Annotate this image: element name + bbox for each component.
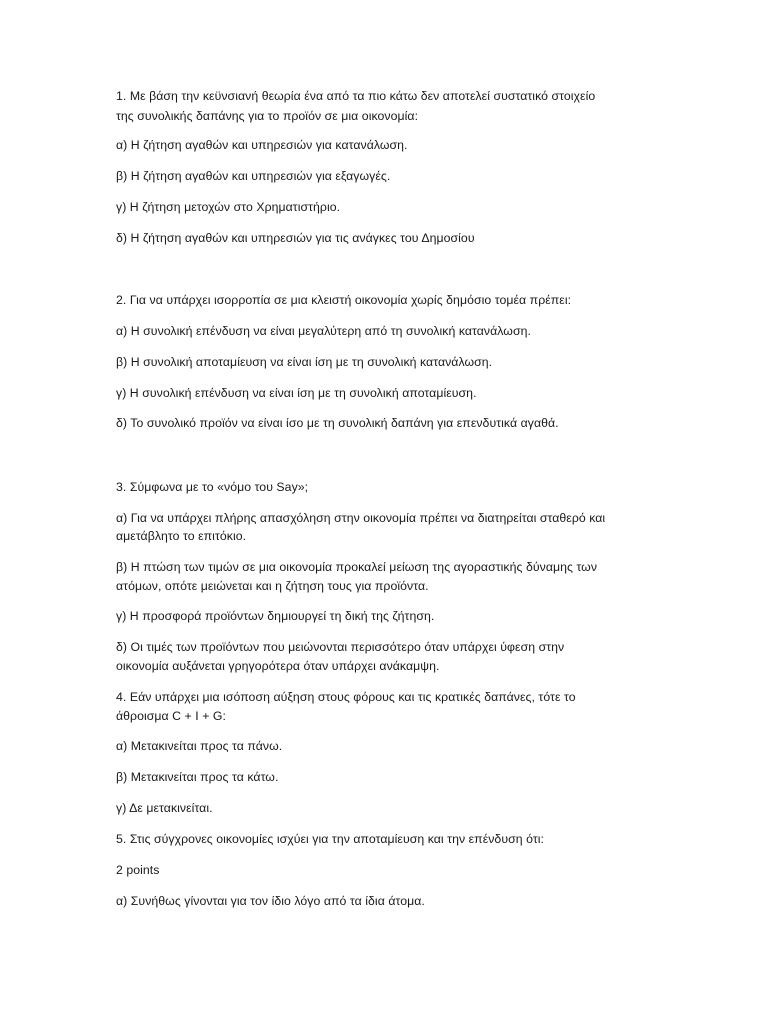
question-1-option-a: α) Η ζήτηση αγαθών και υπηρεσιών για κατανάλωση. <box>116 138 408 152</box>
question-1-stem-line-1: 1. Με βάση την κεϋνσιανή θεωρία ένα από τα πιο κάτω δεν αποτελεί συστατικό στοιχείο <box>116 89 596 103</box>
question-3-option-c: γ) Η προσφορά προϊόντων δημιουργεί τη δική της ζήτηση. <box>116 609 435 623</box>
question-3-option-b-line-2: ατόμων, οπότε μειώνεται και η ζήτηση τους για προϊόντα. <box>116 579 429 593</box>
question-3-option-b-line-1: β) Η πτώση των τιμών σε μια οικονομία προκαλεί μείωση της αγοραστικής δύναμης των <box>116 560 598 574</box>
question-3-stem: 3. Σύμφωνα με το «νόμο του Say»; <box>116 480 309 494</box>
question-4-option-b: β) Μετακινείται προς τα κάτω. <box>116 770 279 784</box>
question-2-stem: 2. Για να υπάρχει ισορροπία σε μια κλειστή οικονομία χωρίς δημόσιο τομέα πρέπει: <box>116 293 572 307</box>
question-2-option-c: γ) Η συνολική επένδυση να είναι ίση με τη συνολική αποταμίευση. <box>116 386 477 400</box>
question-1-option-c: γ) Η ζήτηση μετοχών στο Χρηματιστήριο. <box>116 200 341 214</box>
question-3-option-a-line-1: α) Για να υπάρχει πλήρης απασχόληση στην οικονομία πρέπει να διατηρείται σταθερό και <box>116 511 606 525</box>
question-4-stem-line-2: άθροισμα C + I + G: <box>116 709 226 723</box>
question-3-option-d-line-2: οικονομία αυξάνεται γρηγορότερα όταν υπάρχει ανάκαμψη. <box>116 659 440 673</box>
question-4-option-c: γ) Δε μετακινείται. <box>116 801 213 815</box>
question-5-stem: 5. Στις σύγχρονες οικονομίες ισχύει για την αποταμίευση και την επένδυση ότι: <box>116 832 544 846</box>
question-2-option-d: δ) Το συνολικό προϊόν να είναι ίσο με τη συνολική δαπάνη για επενδυτικά αγαθά. <box>116 416 559 430</box>
question-3-option-a-line-2: αμετάβλητο το επιτόκιο. <box>116 529 247 543</box>
question-5-points: 2 points <box>116 863 160 877</box>
question-2-option-b: β) Η συνολική αποταμίευση να είναι ίση με τη συνολική κατανάλωση. <box>116 355 493 369</box>
question-1-option-d: δ) Η ζήτηση αγαθών και υπηρεσιών για τις ανάγκες του Δημοσίου <box>116 231 475 245</box>
question-5-option-a: α) Συνήθως γίνονται για τον ίδιο λόγο από τα ίδια άτομα. <box>116 894 425 908</box>
question-3-option-d-line-1: δ) Οι τιμές των προϊόντων που μειώνονται περισσότερο όταν υπάρχει ύφεση στην <box>116 640 565 654</box>
question-4-stem-line-1: 4. Εάν υπάρχει μια ισόποση αύξηση στους φόρους και τις κρατικές δαπάνες, τότε το <box>116 690 576 704</box>
question-2-option-a: α) Η συνολική επένδυση να είναι μεγαλύτερη από τη συνολική κατανάλωση. <box>116 324 531 338</box>
question-1-option-b: β) Η ζήτηση αγαθών και υπηρεσιών για εξαγωγές. <box>116 169 391 183</box>
question-4-option-a: α) Μετακινείται προς τα πάνω. <box>116 739 283 753</box>
question-1-stem-line-2: της συνολικής δαπάνης για το προϊόν σε μια οικονομία: <box>116 109 419 123</box>
